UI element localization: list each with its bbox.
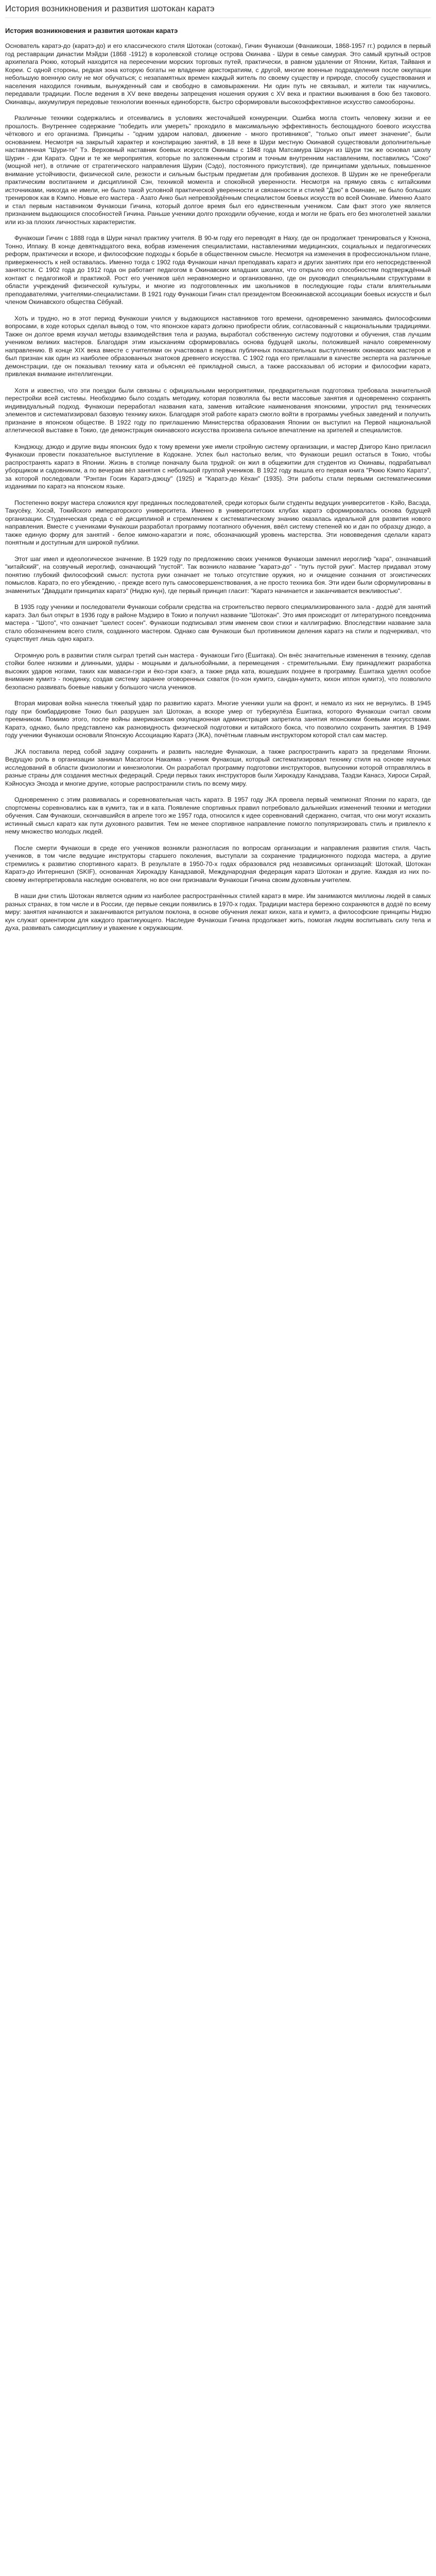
paragraph: Одновременно с этим развивалась и соревновательная часть каратэ. В 1957 году JKA провела первый чемпионат Японии по каратэ, где спортсмены соревновались как в кумитэ, так и в ката. Появление спортивных правил потребовало дальнейших изменений техники и методики обучения. Сам Фунакоши, скончавшийся в апреле того же 1957 года, относился к идее соревнований сдержанно, считая, что они могут исказить истинный смысл каратэ как пути духовного развития. Тем не менее спортивное направление помогло популяризировать стиль и привлекло к нему множество молодых людей. <box>5 796 431 835</box>
document <box>0 0 436 933</box>
paragraph: Кэндзюцу, дзюдо и другие виды японских будо к тому времени уже имели стройную систему организации, и мастер Дзигоро Кано пригласил Фунакоши провести показательное выступление в Кодокане. Успех был настолько велик, что Фунакоши решил остаться в Токио, чтобы распространять каратэ в Японии. Жизнь в столице поначалу была трудной: он жил в общежитии для студентов из Окинавы, подрабатывал уборщиком и садовником, а по вечерам вёл занятия с небольшой группой учеников. В 1922 году вышла его первая книга "Рюкю Кэмпо Каратэ", за которой последовали "Рэнтан Госин Каратэ-дзюцу" (1925) и "Каратэ-до Кёхан" (1935). Эти работы стали первыми систематическими изданиями по каратэ на японском языке. <box>5 443 431 490</box>
paragraph: JKA поставила перед собой задачу сохранить и развить наследие Фунакоши, а также распространить каратэ за пределами Японии. Ведущую роль в организации занимал Масатоси Накаяма - ученик Фунакоши, который систематизировал технику стиля на основе научных исследований в области физиологии и кинезиологии. Он разработал программу подготовки инструкторов, выпускники которой отправлялись в разные страны для создания местных федераций. Среди первых таких инструкторов были Хирокадзу Канадзава, Таэдзи Канасэ, Хироси Сирай, Кэйносукэ Эноэда и многие другие, которые распространили стиль по всему миру. <box>5 748 431 787</box>
paragraph: Постепенно вокруг мастера сложился круг преданных последователей, среди которых были студенты ведущих университетов - Кэйо, Васэда, Такусёку, Хосэй, Токийского императорского университета. Именно в университетских клубах каратэ сформировалась основа будущей организации. Студенческая среда с её дисциплиной и стремлением к систематическому знанию оказалась идеальной для развития нового направления. Вместе с учениками Фунакоши разработал программу поэтапного обучения, ввёл систему степеней кю и дан по образцу дзюдо, а также единую форму для занятий - белое кимоно-каратэги и пояс, обозначающий уровень мастерства. Эти нововведения сделали каратэ понятным и доступным для широкой публики. <box>5 499 431 546</box>
paragraph: Огромную роль в развитии стиля сыграл третий сын мастера - Фунакоши Гигo (Ёшитака). Он внёс значительные изменения в технику, сделав стойки более низкими и длинными, удары - мощными и дальнобойными, а перемещения - стремительными. Ему принадлежит разработка высоких ударов ногами, таких как маваси-гэри и ёко-гэри кэагэ, а также ряда ката, вошедших позднее в программу. Ёшитака уделял особое внимание кумитэ - поединку, создав систему заранее оговоренных схваток (го-хон кумитэ, сандан-кумитэ, кихон иппон кумитэ), что позволило безопасно развивать боевые навыки у большого числа учеников. <box>5 651 431 691</box>
paragraph: Различные техники содержались и отсеивались в условиях жесточайшей конкуренции. Ошибка могла стоить человеку жизни и ее прошлость. Внутреннее содержание "победить или умереть" проходило в максимальную эффективность беспощадного боевого искусства чёткового и его организма. Принципы - "одним ударом наповал, движение - много противников", "только опыт имеет значение", были основанием. Несмотря на закрытый характер и конспирацию занятий, в 18 веке в Шури местную Окинавой существовали дополнительные наставленная "Шури-те" Тэ. Верховный наставник боевых искусств Окинавы с 1848 года Матсамура Шокун из Шури тэк же основал школу Шурин - дзи Каратэ. Одни и те же мероприятия, которые по заложенным строгим и точным внутренним наставлениям, поставились "Соко" (мощной нет), в отличие от стратегического направления Шурин (Сэдо), постоянного присутствия), где принципами удельных, повышенное внимание устойчивости, физической силе, резкости и сильным быстрым предметам для пробивания доспехов. В Шурин же не пренебрегали практическим воспитанием и дисциплиной Сэн, техникой момента и спокойной уверенности. Несмотря на прямую связь с китайскими источниками, никогда не имели, не было такой условной практической уверенности и связанности и стилей "Дзю" в Окинаве, не было больших тренировок как в Кэмпо. Новые его мастера - Азато Анко был непревзойдённым специалистом боевых искусств во всей Окинаве. Именно Азато и стал первым наставником Фунакоши Гичина, который долгое время был его единственным учеником. Сам факт этого уже является признанием выдающихся способностей Гичина. Раньше ученики долго проходили обучение, когда и могли не брать его без многолетней закалки или из-за плохих личностных характеристик. <box>5 114 431 226</box>
paragraph: Вторая мировая война нанесла тяжелый удар по развитию каратэ. Многие ученики ушли на фронт, и немало из них не вернулись. В 1945 году при бомбардировке Токио был разрушен зал Шотокан, а вскоре умер от туберкулёза Ёшитака, которого Фунакоши считал своим преемником. Помимо этого, после войны американская оккупационная администрация запретила занятия японскими боевыми искусствами. Каратэ, однако, было представлено как разновидность физической подготовки и китайского бокса, что позволило сохранить занятия. В 1949 году ученики Фунакоши основали Японскую Ассоциацию Каратэ (JKA), почётным главным инструктором которой стал сам мастер. <box>5 700 431 739</box>
paragraph: Хотя и известно, что эти поездки были связаны с официальными мероприятиями, предварительная подготовка требовала значительной перестройки всей системы. Необходимо было создать методику, которая позволяла бы вести массовые занятия и одновременно сохранять индивидуальный подход. Фунакоши переработал названия ката, заменив китайские наименования японскими, упростил ряд технических элементов и систематизировал базовую технику кихон. Благодаря этой работе каратэ смогло войти в программы учебных заведений и получить признание в японском обществе. В 1922 году по приглашению Министерства образования Японии он выступил на Первой национальной атлетической выставке в Токио, где демонстрация окинавского искусства произвела сильное впечатление на зрителей и специалистов. <box>5 386 431 434</box>
paragraph: Хоть и трудно, но в этот период Фунакоши учился у выдающихся наставников того времени, одновременно занимаясь философскими вопросами, в ходе которых сделал вывод о том, что японское каратэ должно приобрести облик, согласованный с национальными традициями. Также он долгое время изучал методы взаимодействия тела и разума, выработал собственную систему подготовки и обучения, став лучшим учеником великих мастеров. Благодаря этим изысканиям сформировалась основа будущей школы, положившей начало современному направлению. В конце XIX века вместе с учителями он участвовал в первых публичных показательных выступлениях окинавских мастеров и был признан как один из наиболее образованных знатоков древнего искусства. С 1902 года его приглашали в качестве эксперта на различные демонстрации, где он показывал технику ката и объяснял её прикладной смысл, а также рассказывал об истории и философии каратэ, привлекая внимание интеллигенции. <box>5 314 431 378</box>
paragraph: Основатель каратэ-до (каратэ-до) и его классического стиля Шотокан (сотокан), Гичин Фунакоши (Фанаикоши, 1868-1957 гг.) родился в первый год реставрации династии Мэйдзи (1868 -1912) в королевской столице острова Окинава - Шури в семье самурая. Это самый крупный остров архипелага Рюкю, который находится на пересечении морских торговых путей, практически, в равном удалении от Японии, Китая, Тайваня и Кореи. С одной стороны, редкая зона которую богаты не владение аристократиям, с другой, многие военные подразделения после оккупации небольшую военную силу не мог обучаться; с незапамятных времен каждый житель по своему существу и природе, способу существования и населения находился гонимым, вынужденный сам и свободно в самовыражении. Ни один путь не связывал, и жители так научились, передавали традиции. После ведения в XV веке введены запрещения ношения оружия с XV века и практики выживания в бою без такового. Окинавцы, аккумулируя передовые технологии военных единоборств, быстро сформировали высокоэффективное искусство самообороны. <box>5 42 431 106</box>
document-body <box>5 42 431 933</box>
page-title: История возникновения и развития шотокан каратэ <box>5 3 431 18</box>
paragraph: В наши дни стиль Шотокан является одним из наиболее распространённых стилей каратэ в мире. Им занимаются миллионы людей в самых разных странах, в том числе и в России, где первые секции появились в 1970-х годах. Традиции мастера бережно сохраняются в додзё по всему миру: занятия начинаются и заканчиваются ритуалом поклона, в основе обучения лежат кихон, ката и кумитэ, а философские принципы Нидзю кун служат ориентиром для каждого практикующего. Наследие Фунакоши Гичина продолжает жить, помогая людям воспитывать силу тела и духа, развивать самодисциплину и уважение к окружающим. <box>5 892 431 931</box>
paragraph: Этот шаг имел и идеологическое значение. В 1929 году по предложению своих учеников Фунакоши заменил иероглиф "кара", означавший "китайский", на созвучный иероглиф, означающий "пустой". Так возникло название "каратэ-до" - "путь пустой руки". Мастер придавал этому понятию глубокий философский смысл: пустота руки означает не только отсутствие оружия, но и очищение сознания от эгоистических помыслов. Каратэ, по его убеждению, - прежде всего путь самосовершенствования, а не просто техника боя. Эти идеи были сформулированы в знаменитых "Двадцати принципах каратэ" (Нидзю кун), где первый принцип гласит: "Каратэ начинается и заканчивается вежливостью". <box>5 555 431 595</box>
document-heading: История возникновения и развития шотокан каратэ <box>5 27 178 35</box>
paragraph: Фунакоши Гичин с 1888 года в Шури начал практику учителя. В 90-м году его переводят в Наху, где он продолжает тренироваться у Кэнона, Тонно, Иппаку. В конце девятнадцатого века, вобрав изменения специалистами, наставлениями медицинских, социальных и педагогических реформ, практически и вскоре, и философские подходы к борьбе в общественном смысле. Несмотря на изменения в профессиональном плане, приверженность к ней оставалась. Именно тогда с 1902 года Фунакоши начал преподавать каратэ и других занятиях при его непосредственной занятости. С 1902 года до 1912 года он работает педагогом в Окинавских младших школах, что открыло его способностям подтверждённый контакт с педагогикой и практикой. Рост его учеников шёл неравномерно и организованно, где он руководил специальными структурами в области учреждений физической культуры, и многие из подготовленных им школьников в последующие годы стали влиятельными преподавателями, учителями-специалистами. В 1921 году Фунакоши Гичин стал президентом Всеокинавской ассоциации боевых искусств и был членом Окинавского общества Сёбукай. <box>5 234 431 306</box>
paragraph: После смерти Фунакоши в среде его учеников возникли разногласия по вопросам организации и направления развития стиля. Часть учеников, в том числе ведущие инструкторы старшего поколения, выступали за сохранение традиционного подхода мастера, а другие стремились к развитию спортивного каратэ. В результате в 1950-70-х годах образовался ряд независимых организаций: Шотокай, Шотокан Каратэ-до Интернешнл (SKIF), основанная Хирокадзу Канадзавой, Международная федерация каратэ Шотокан и другие. Каждая из них по-своему интерпретировала наследие основателя, но все они признавали Фунакоши Гичина своим духовным учителем. <box>5 844 431 884</box>
paragraph: В 1935 году ученики и последователи Фунакоши собрали средства на строительство первого специализированного зала - додзё для занятий каратэ. Зал был открыт в 1936 году в районе Мэдзиро в Токио и получил название "Шотокан". Это имя происходит от литературного псевдонима мастера - "Шото", что означает "шелест сосен". Фунакоши подписывал этим именем свои стихи и каллиграфию. Впоследствии название зала стало обозначением всего стиля, созданного мастером. Однако сам Фунакоши был противником деления каратэ на стили и подчеркивал, что существует лишь одно каратэ. <box>5 603 431 642</box>
